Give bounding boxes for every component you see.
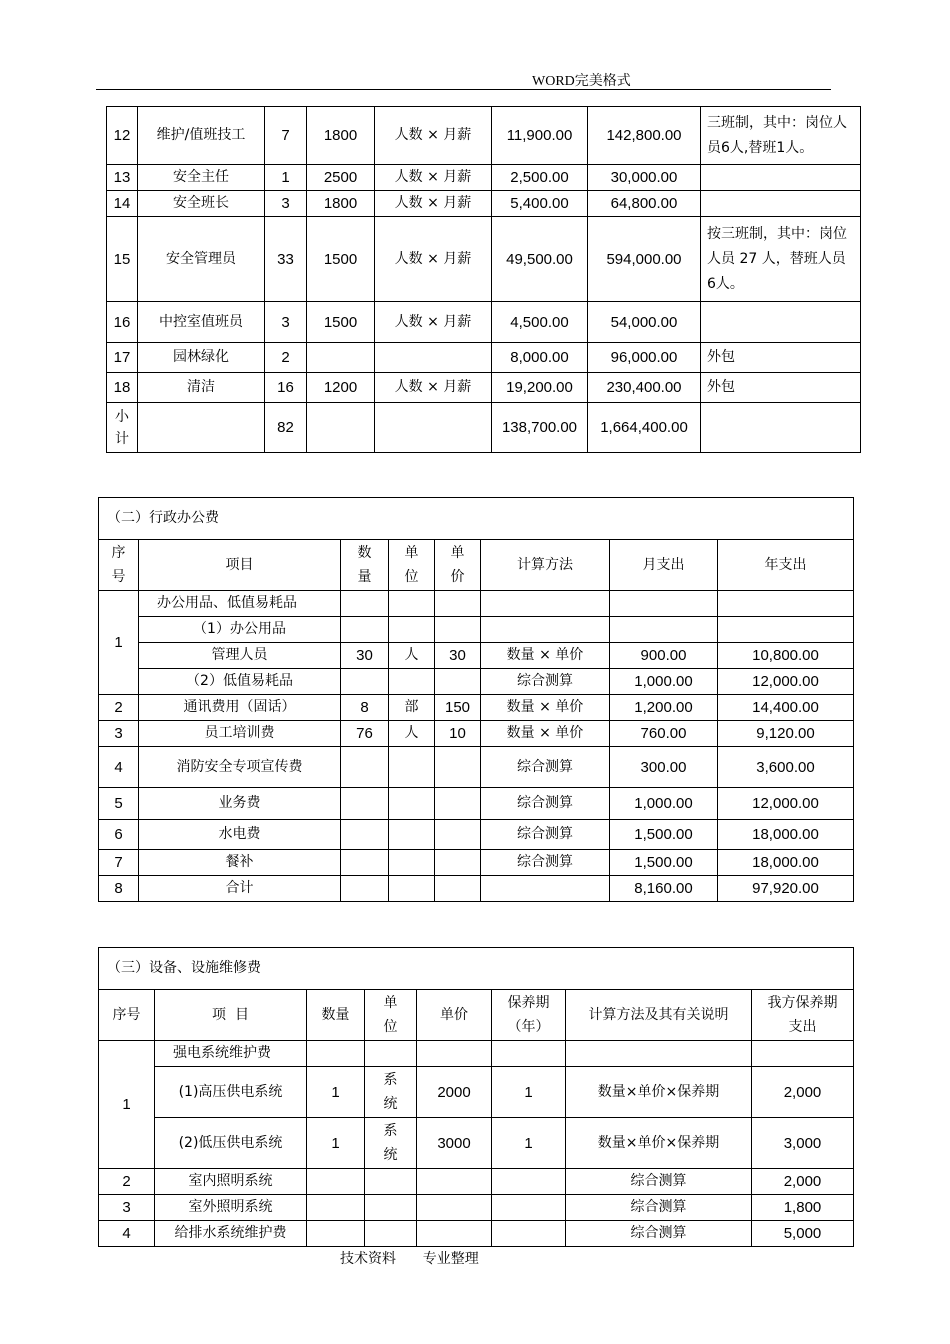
col-header-no: 序号: [99, 990, 155, 1041]
subtotal-row: [107, 403, 861, 453]
remark: [701, 302, 861, 343]
unit: [389, 788, 435, 820]
item-name: 员工培训费: [139, 721, 341, 747]
monthly-salary: [307, 403, 375, 453]
year-expense: 97,920.00: [718, 876, 854, 902]
unit-price: [435, 788, 481, 820]
row-no: 18: [107, 373, 138, 403]
unit-price: [435, 850, 481, 876]
col-header-month: 月支出: [610, 540, 718, 591]
service-period: 1: [492, 1067, 566, 1118]
calc-method: 综合测算: [481, 820, 610, 850]
table-row: [99, 1118, 854, 1169]
unit: [389, 747, 435, 788]
year-expense: 9,120.00: [718, 721, 854, 747]
header-divider: [96, 89, 831, 90]
col-header-item: 项目: [139, 540, 341, 591]
header-row: [99, 990, 854, 1041]
year-total: 594,000.00: [588, 217, 701, 302]
quantity: [307, 1041, 365, 1067]
position-name: 安全班长: [138, 191, 265, 217]
headcount: 3: [265, 191, 307, 217]
row-no: 3: [99, 721, 139, 747]
item-name: 给排水系统维护费: [155, 1221, 307, 1247]
calc-method: 综合测算: [566, 1195, 752, 1221]
quantity: [307, 1169, 365, 1195]
month-total: 11,900.00: [492, 107, 588, 165]
table-row: [99, 1221, 854, 1247]
month-expense: 900.00: [610, 643, 718, 669]
calc-method: 数量×单价×保养期: [566, 1067, 752, 1118]
item-name: 通讯费用（固话）: [139, 695, 341, 721]
row-no: 1: [99, 591, 139, 695]
remark: [701, 191, 861, 217]
item-name: 室外照明系统: [155, 1195, 307, 1221]
page-footer: 技术资料 专业整理: [340, 1251, 479, 1267]
table-row: [99, 850, 854, 876]
monthly-salary: 1200: [307, 373, 375, 403]
unit: [365, 1195, 417, 1221]
calc-method: 综合测算: [566, 1221, 752, 1247]
col-header-price: 单价: [417, 990, 492, 1041]
page-header: WORD完美格式: [532, 74, 631, 89]
remark: 外包: [701, 373, 861, 403]
headcount: 3: [265, 302, 307, 343]
calc-method: 数量 × 单价: [481, 721, 610, 747]
quantity: 1: [307, 1067, 365, 1118]
unit: [365, 1041, 417, 1067]
item-name: 合计: [139, 876, 341, 902]
quantity: 76: [341, 721, 389, 747]
item-name: 消防安全专项宣传费: [139, 747, 341, 788]
remark: 按三班制，其中：岗位人员 27 人，替班人员6人。: [701, 217, 861, 302]
quantity: [341, 747, 389, 788]
salary-table: [106, 106, 861, 453]
month-expense: [610, 617, 718, 643]
col-header-price: 单价: [435, 540, 481, 591]
col-header-qty: 数量: [307, 990, 365, 1041]
month-expense: 1,500.00: [610, 850, 718, 876]
service-period: [492, 1221, 566, 1247]
period-cost: 5,000: [752, 1221, 854, 1247]
unit-price: 10: [435, 721, 481, 747]
unit: 部: [389, 695, 435, 721]
remark: 三班制，其中：岗位人员6人,替班1人。: [701, 107, 861, 165]
header-row: [99, 540, 854, 591]
table-row: [107, 165, 861, 191]
maintenance-table: [98, 947, 854, 1247]
row-no: 5: [99, 788, 139, 820]
unit: 人: [389, 721, 435, 747]
headcount: 7: [265, 107, 307, 165]
unit: [365, 1169, 417, 1195]
unit: [389, 850, 435, 876]
year-total: 1,664,400.00: [588, 403, 701, 453]
calc-method: [375, 403, 492, 453]
unit-price: [435, 876, 481, 902]
calc-method: [375, 343, 492, 373]
table-row: [99, 820, 854, 850]
month-expense: 1,200.00: [610, 695, 718, 721]
item-name: 办公用品、低值易耗品: [139, 591, 341, 617]
unit-price: 3000: [417, 1118, 492, 1169]
quantity: [307, 1195, 365, 1221]
month-total: 5,400.00: [492, 191, 588, 217]
unit: 系统: [365, 1118, 417, 1169]
headcount: 33: [265, 217, 307, 302]
year-total: 54,000.00: [588, 302, 701, 343]
item-name: 室内照明系统: [155, 1169, 307, 1195]
row-no: 4: [99, 1221, 155, 1247]
service-period: [492, 1041, 566, 1067]
table-row: [99, 1169, 854, 1195]
position-name: 中控室值班员: [138, 302, 265, 343]
month-expense: 1,000.00: [610, 669, 718, 695]
table-row: [107, 343, 861, 373]
year-total: 64,800.00: [588, 191, 701, 217]
col-header-method: 计算方法: [481, 540, 610, 591]
year-expense: 12,000.00: [718, 669, 854, 695]
monthly-salary: 1800: [307, 191, 375, 217]
table-row: [99, 721, 854, 747]
unit-price: [435, 747, 481, 788]
unit-price: [435, 669, 481, 695]
table-row: [99, 617, 854, 643]
unit-price: 30: [435, 643, 481, 669]
month-expense: 8,160.00: [610, 876, 718, 902]
year-expense: 18,000.00: [718, 850, 854, 876]
calc-method: 人数 × 月薪: [375, 217, 492, 302]
position-name: 维护/值班技工: [138, 107, 265, 165]
monthly-salary: 1500: [307, 302, 375, 343]
period-cost: 2,000: [752, 1169, 854, 1195]
row-no: 2: [99, 1169, 155, 1195]
quantity: 8: [341, 695, 389, 721]
year-expense: [718, 591, 854, 617]
month-total: 2,500.00: [492, 165, 588, 191]
admin-expense-table: [98, 497, 854, 902]
row-no: 4: [99, 747, 139, 788]
year-expense: 14,400.00: [718, 695, 854, 721]
month-total: 8,000.00: [492, 343, 588, 373]
row-no: 13: [107, 165, 138, 191]
col-header-year: 年支出: [718, 540, 854, 591]
table-row: [107, 217, 861, 302]
row-no: 15: [107, 217, 138, 302]
unit: [389, 669, 435, 695]
position-name: 园林绿化: [138, 343, 265, 373]
unit: [365, 1221, 417, 1247]
table-row: [107, 191, 861, 217]
table-row: [99, 747, 854, 788]
monthly-salary: 2500: [307, 165, 375, 191]
calc-method: 数量 × 单价: [481, 695, 610, 721]
col-header-cost: 我方保养期支出: [752, 990, 854, 1041]
section-title-row: [99, 498, 854, 540]
position-name: 安全主任: [138, 165, 265, 191]
col-header-unit: 单位: [389, 540, 435, 591]
table-row: [107, 373, 861, 403]
month-total: 49,500.00: [492, 217, 588, 302]
unit-price: [417, 1221, 492, 1247]
month-expense: 1,500.00: [610, 820, 718, 850]
month-total: 19,200.00: [492, 373, 588, 403]
table-row: [99, 591, 854, 617]
calc-method: 综合测算: [481, 788, 610, 820]
unit: [389, 876, 435, 902]
item-name: 强电系统维护费: [155, 1041, 307, 1067]
item-name: （2）低值易耗品: [139, 669, 341, 695]
calc-method: 综合测算: [481, 669, 610, 695]
item-name: （1）办公用品: [139, 617, 341, 643]
calc-method: 综合测算: [481, 747, 610, 788]
monthly-salary: 1500: [307, 217, 375, 302]
table-row: [107, 107, 861, 165]
calc-method: 人数 × 月薪: [375, 107, 492, 165]
table-row: [99, 695, 854, 721]
headcount: 82: [265, 403, 307, 453]
table-row: [99, 669, 854, 695]
subtotal-label: 小计: [107, 403, 138, 453]
row-no: 16: [107, 302, 138, 343]
unit-price: [417, 1169, 492, 1195]
unit: [389, 820, 435, 850]
position-name: [138, 403, 265, 453]
col-header-period: 保养期（年）: [492, 990, 566, 1041]
service-period: 1: [492, 1118, 566, 1169]
monthly-salary: [307, 343, 375, 373]
headcount: 1: [265, 165, 307, 191]
year-expense: 18,000.00: [718, 820, 854, 850]
table-row: [99, 1195, 854, 1221]
quantity: [341, 591, 389, 617]
section-title: （二）行政办公费: [99, 498, 854, 540]
headcount: 2: [265, 343, 307, 373]
period-cost: 3,000: [752, 1118, 854, 1169]
quantity: [341, 820, 389, 850]
unit: 系统: [365, 1067, 417, 1118]
calc-method: [481, 617, 610, 643]
remark: 外包: [701, 343, 861, 373]
calc-method: 综合测算: [481, 850, 610, 876]
col-header-qty: 数量: [341, 540, 389, 591]
calc-method: 数量 × 单价: [481, 643, 610, 669]
col-header-no: 序号: [99, 540, 139, 591]
unit-price: [417, 1195, 492, 1221]
calc-method: 数量×单价×保养期: [566, 1118, 752, 1169]
calc-method: [566, 1041, 752, 1067]
position-name: 安全管理员: [138, 217, 265, 302]
calc-method: [481, 876, 610, 902]
col-header-method: 计算方法及其有关说明: [566, 990, 752, 1041]
period-cost: [752, 1041, 854, 1067]
monthly-salary: 1800: [307, 107, 375, 165]
year-total: 230,400.00: [588, 373, 701, 403]
calc-method: 人数 × 月薪: [375, 302, 492, 343]
row-no: 2: [99, 695, 139, 721]
month-expense: 300.00: [610, 747, 718, 788]
unit: [389, 591, 435, 617]
row-no: 8: [99, 876, 139, 902]
year-expense: 3,600.00: [718, 747, 854, 788]
table-row: [99, 1067, 854, 1118]
item-name: 业务费: [139, 788, 341, 820]
position-name: 清洁: [138, 373, 265, 403]
table-row: [107, 302, 861, 343]
quantity: 30: [341, 643, 389, 669]
table-row: [99, 788, 854, 820]
unit-price: [417, 1041, 492, 1067]
service-period: [492, 1195, 566, 1221]
unit: [389, 617, 435, 643]
unit-price: 150: [435, 695, 481, 721]
month-total: 138,700.00: [492, 403, 588, 453]
item-name: 管理人员: [139, 643, 341, 669]
calc-method: 人数 × 月薪: [375, 165, 492, 191]
quantity: [341, 876, 389, 902]
item-name: (1)高压供电系统: [155, 1067, 307, 1118]
row-no: 6: [99, 820, 139, 850]
calc-method: [481, 591, 610, 617]
month-expense: [610, 591, 718, 617]
calc-method: 综合测算: [566, 1169, 752, 1195]
col-header-unit: 单位: [365, 990, 417, 1041]
row-no: 3: [99, 1195, 155, 1221]
period-cost: 1,800: [752, 1195, 854, 1221]
unit-price: [435, 617, 481, 643]
unit-price: [435, 591, 481, 617]
table-row: [99, 1041, 854, 1067]
quantity: 1: [307, 1118, 365, 1169]
row-no: 1: [99, 1041, 155, 1169]
year-expense: 10,800.00: [718, 643, 854, 669]
month-total: 4,500.00: [492, 302, 588, 343]
row-no: 17: [107, 343, 138, 373]
quantity: [341, 788, 389, 820]
month-expense: 760.00: [610, 721, 718, 747]
year-total: 96,000.00: [588, 343, 701, 373]
section-title-row: [99, 948, 854, 990]
headcount: 16: [265, 373, 307, 403]
year-expense: [718, 617, 854, 643]
period-cost: 2,000: [752, 1067, 854, 1118]
calc-method: 人数 × 月薪: [375, 191, 492, 217]
item-name: 水电费: [139, 820, 341, 850]
row-no: 7: [99, 850, 139, 876]
quantity: [341, 617, 389, 643]
unit-price: 2000: [417, 1067, 492, 1118]
row-no: 12: [107, 107, 138, 165]
col-header-item: 项 目: [155, 990, 307, 1041]
service-period: [492, 1169, 566, 1195]
quantity: [307, 1221, 365, 1247]
month-expense: 1,000.00: [610, 788, 718, 820]
unit-price: [435, 820, 481, 850]
quantity: [341, 850, 389, 876]
unit: 人: [389, 643, 435, 669]
remark: [701, 165, 861, 191]
item-name: 餐补: [139, 850, 341, 876]
year-total: 30,000.00: [588, 165, 701, 191]
table-row: [99, 643, 854, 669]
year-expense: 12,000.00: [718, 788, 854, 820]
remark: [701, 403, 861, 453]
item-name: (2)低压供电系统: [155, 1118, 307, 1169]
calc-method: 人数 × 月薪: [375, 373, 492, 403]
row-no: 14: [107, 191, 138, 217]
section-title: （三）设备、设施维修费: [99, 948, 854, 990]
quantity: [341, 669, 389, 695]
total-row: [99, 876, 854, 902]
year-total: 142,800.00: [588, 107, 701, 165]
